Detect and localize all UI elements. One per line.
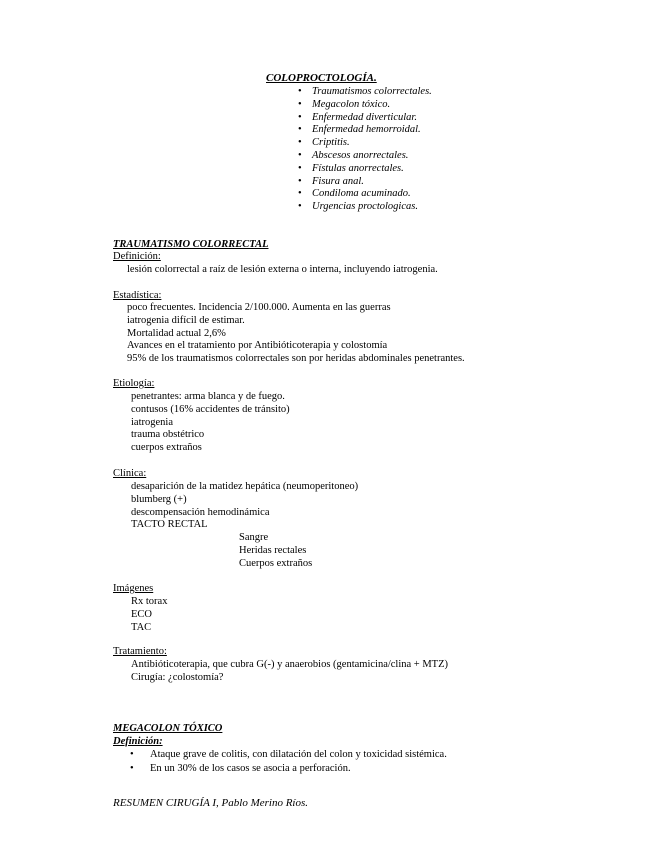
clinica-list bbox=[131, 481, 358, 532]
list-item: ECO bbox=[131, 608, 152, 620]
list-item: descompensación hemodinámica bbox=[131, 506, 270, 518]
list-item: • Urgencias proctologicas. bbox=[298, 201, 432, 214]
list-item: • Enfermedad hemorroidal. bbox=[298, 124, 432, 137]
list-item: poco frecuentes. Incidencia 2/100.000. Aumenta en las guerras bbox=[127, 302, 391, 313]
list-item: desaparición de la matidez hepática (neumoperitoneo) bbox=[131, 481, 359, 492]
list-item: blumberg (+) bbox=[131, 493, 187, 505]
list-item: • En un 30% de los casos se asocia a perforación. bbox=[130, 762, 447, 776]
list-item: Sangre bbox=[239, 532, 269, 543]
imagenes-label: Imágenes bbox=[113, 583, 154, 594]
definicion-text: lesión colorrectal a raíz de lesión externa o interna, incluyendo iatrogenia. bbox=[127, 264, 438, 275]
list-item: trauma obstétrico bbox=[131, 429, 205, 441]
list-item: • Abscesos anorrectales. bbox=[298, 150, 432, 163]
list-item: • Traumatismos colorrectales. bbox=[298, 86, 432, 99]
etiologia-label: Etiología: bbox=[113, 378, 155, 389]
topics-list bbox=[298, 86, 432, 214]
tratamiento-list bbox=[131, 659, 448, 685]
list-item: • Criptitis. bbox=[298, 137, 432, 150]
list-item: iatrogenia bbox=[131, 416, 173, 428]
list-item: • Condiloma acuminado. bbox=[298, 188, 432, 201]
list-item: Cirugía: ¿colostomía? bbox=[131, 671, 224, 683]
estadistica-list bbox=[127, 302, 465, 366]
list-item: TACTO RECTAL bbox=[131, 519, 208, 531]
section-heading-trauma: TRAUMATISMO COLORRECTAL bbox=[113, 239, 269, 250]
tratamiento-label: Tratamiento: bbox=[113, 646, 167, 657]
list-item: Heridas rectales bbox=[239, 544, 307, 556]
list-item: Avances en el tratamiento por Antibióticoterapia y colostomía bbox=[127, 340, 388, 352]
list-item: • Enfermedad diverticular. bbox=[298, 112, 432, 125]
megacolon-bullets bbox=[130, 748, 447, 776]
list-item: • Megacolon tóxico. bbox=[298, 99, 432, 112]
list-item: penetrantes: arma blanca y de fuego. bbox=[131, 391, 285, 402]
footer: RESUMEN CIRUGÍA I, Pablo Merino Ríos. bbox=[113, 797, 309, 809]
etiologia-list bbox=[131, 391, 290, 455]
clinica-label: Clínica: bbox=[113, 468, 147, 479]
megacolon-definicion-label: Definición: bbox=[113, 736, 163, 747]
estadistica-label: Estadística: bbox=[113, 290, 162, 301]
tacto-rectal-list bbox=[239, 532, 312, 570]
list-item: iatrogenia difícil de estimar. bbox=[127, 314, 245, 326]
list-item: Cuerpos extraños bbox=[239, 557, 313, 569]
list-item: cuerpos extraños bbox=[131, 442, 202, 454]
list-item: 95% de los traumatismos colorrectales son por heridas abdominales penetrantes. bbox=[127, 353, 465, 365]
list-item: contusos (16% accidentes de tránsito) bbox=[131, 403, 290, 415]
list-item: Rx torax bbox=[131, 596, 168, 607]
list-item: • Fisura anal. bbox=[298, 176, 432, 189]
page-title: COLOPROCTOLOGÍA. bbox=[266, 72, 377, 84]
definicion-label: Definición: bbox=[113, 251, 161, 262]
list-item: • Fístulas anorrectales. bbox=[298, 163, 432, 176]
list-item: Antibióticoterapia, que cubra G(-) y anaerobios (gentamicina/clina + MTZ) bbox=[131, 659, 449, 670]
list-item: TAC bbox=[131, 621, 152, 633]
imagenes-list bbox=[131, 596, 167, 634]
list-item: Mortalidad actual 2,6% bbox=[127, 327, 226, 339]
list-item: • Ataque grave de colitis, con dilatación del colon y toxicidad sistémica. bbox=[130, 748, 447, 762]
section-heading-megacolon: MEGACOLON TÓXICO bbox=[113, 723, 223, 734]
